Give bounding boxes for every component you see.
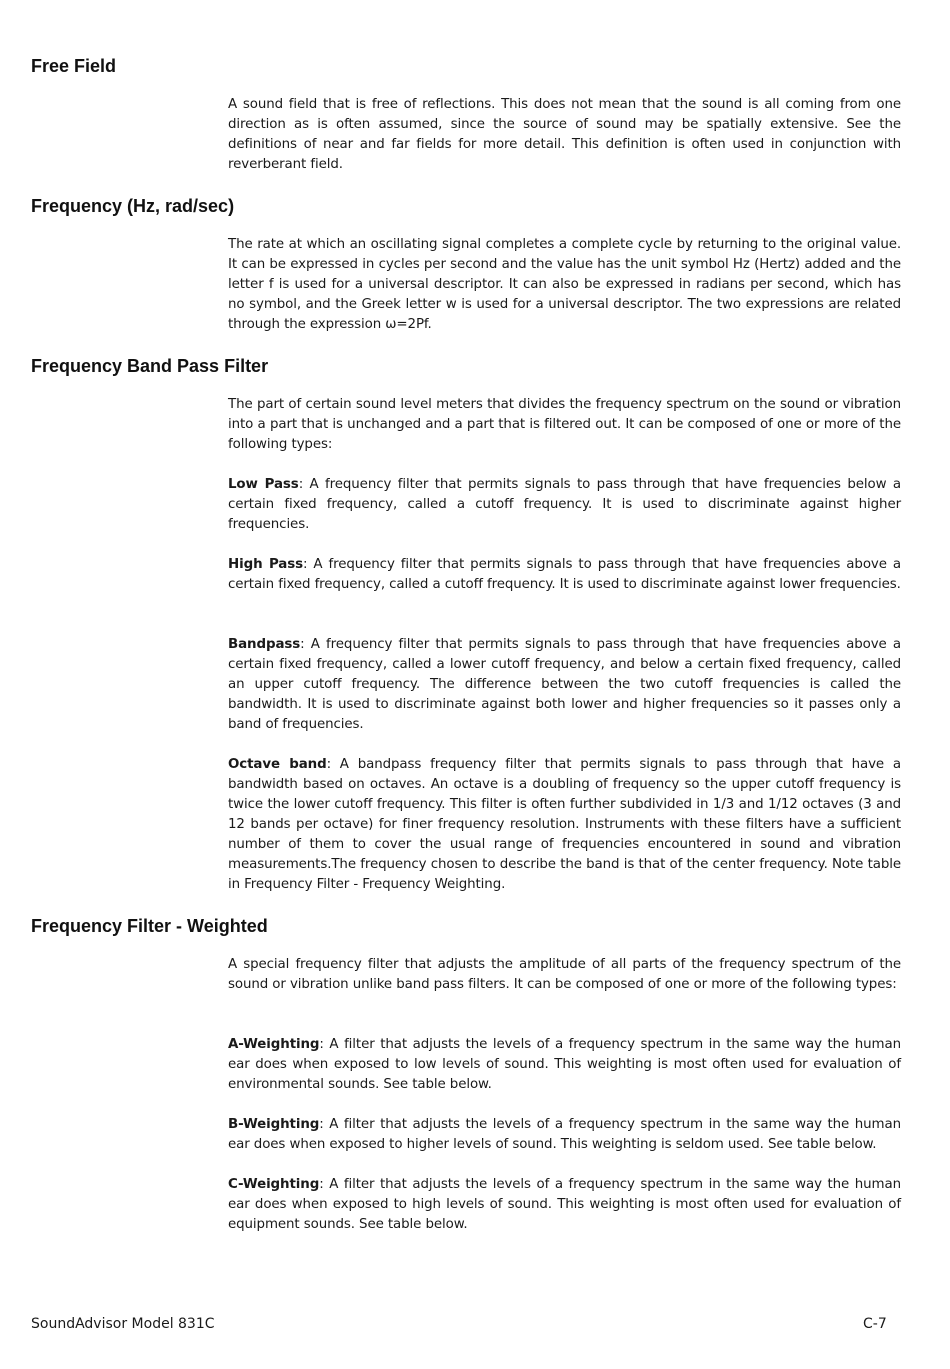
term-paragraph-bandpass <box>228 635 901 735</box>
term-label: Bandpass <box>228 637 301 652</box>
term-description: : A filter that adjusts the levels of a frequency spectrum in the same way the human ear does when exposed to high levels of sound. This weighting is most often used for evaluation of equipment sounds. See table below. <box>228 1177 901 1232</box>
term-label: High Pass <box>228 557 303 572</box>
term-description: : A frequency filter that permits signals to pass through that have frequencies above a certain fixed frequency, called a lower cutoff frequency, and below a certain fixed frequency, called an upper cutoff frequency. The difference between the two cutoff frequencies is called the bandwidth. It is used to discriminate against both lower and higher frequencies so it passes only a band of frequencies. <box>228 637 901 732</box>
term-description: : A filter that adjusts the levels of a frequency spectrum in the same way the human ear does when exposed to low levels of sound. This weighting is most often used for evaluation of environmental sounds. See table below. <box>228 1037 901 1092</box>
term-paragraph-b-weighting <box>228 1115 901 1155</box>
term-paragraph-c-weighting <box>228 1175 901 1235</box>
term-label: Octave band <box>228 757 327 772</box>
term-paragraph-octave-band <box>228 755 901 895</box>
term-paragraph-high-pass <box>228 555 901 595</box>
term-description: : A filter that adjusts the levels of a frequency spectrum in the same way the human ear does when exposed to higher levels of sound. This weighting is seldom used. See table below. <box>228 1117 901 1152</box>
section-heading-weighted-filter: Frequency Filter - Weighted <box>31 916 268 936</box>
term-paragraph-low-pass <box>228 475 901 535</box>
definition-paragraph: A special frequency filter that adjusts the amplitude of all parts of the frequency spectrum of the sound or vibration unlike band pass filters. It can be composed of one or more of the following types: <box>228 957 901 992</box>
term-description: : A frequency filter that permits signals to pass through that have frequencies below a certain fixed frequency, called a cutoff frequency. It is used to discriminate against higher frequencies. <box>228 477 901 532</box>
term-label: B-Weighting <box>228 1117 320 1132</box>
section-heading-frequency: Frequency (Hz, rad/sec) <box>31 196 235 216</box>
term-paragraph-a-weighting <box>228 1035 901 1095</box>
definition-paragraph: The part of certain sound level meters that divides the frequency spectrum on the sound or vibration into a part that is unchanged and a part that is filtered out. It can be composed of one or more of the following types: <box>228 397 901 452</box>
section-heading-band-pass-filter: Frequency Band Pass Filter <box>31 356 269 376</box>
term-label: Low Pass <box>228 477 299 492</box>
term-description: : A frequency filter that permits signals to pass through that have frequencies above a certain fixed frequency, called a cutoff frequency. It is used to discriminate against lower frequencies. <box>228 557 902 592</box>
term-description: : A bandpass frequency filter that permits signals to pass through that have a bandwidth based on octaves. An octave is a doubling of frequency so the upper cutoff frequency is twice the lower cutoff frequency. This filter is often further subdivided in 1/3 and 1/12 octaves (3 and 12 bands per octave) for finer frequency resolution. Instruments with these filters have a sufficient number of them to cover the usual range of frequencies encountered in sound and vibration measurements.The frequency chosen to describe the band is that of the center frequency. Note table in Frequency Filter - Frequency Weighting. <box>228 757 902 892</box>
footer-page-number: C-7 <box>863 1316 887 1332</box>
footer-product-name: SoundAdvisor Model 831C <box>31 1316 215 1332</box>
definition-paragraph: The rate at which an oscillating signal completes a complete cycle by returning to the original value. It can be expressed in cycles per second and the value has the unit symbol Hz (Hertz) added and the letter f is used for a universal descriptor. It can also be expressed in radians per second, which has no symbol, and the Greek letter w is used for a universal descriptor. The two expressions are related through the expression ω=2Pf. <box>228 237 901 332</box>
section-heading-free-field: Free Field <box>31 56 117 76</box>
definition-paragraph: A sound field that is free of reflections. This does not mean that the sound is all coming from one direction as is often assumed, since the source of sound may be spatially extensive. See the definitions of near and far fields for more detail. This definition is often used in conjunction with reverberant field. <box>228 97 901 172</box>
term-label: C-Weighting <box>228 1177 320 1192</box>
term-label: A-Weighting <box>228 1037 320 1052</box>
